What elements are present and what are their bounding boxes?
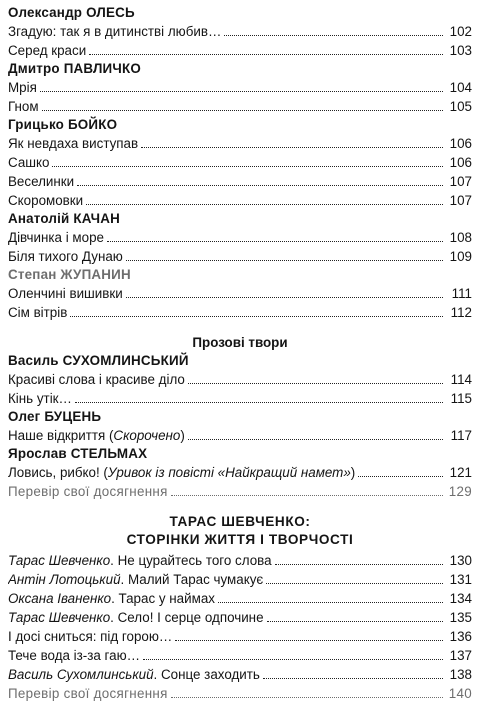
- dot-leader: [126, 297, 443, 298]
- entry-title-text: Серед краси: [8, 43, 87, 58]
- entry-title: [8, 646, 140, 665]
- toc-entry: [8, 551, 472, 570]
- author-name: Олег БУЦЕНЬ: [8, 409, 102, 424]
- page-number: 129: [448, 484, 472, 499]
- author-name: Василь СУХОМЛИНСЬКИЙ: [8, 353, 189, 368]
- entry-title-italic: Василь Сухомлинський: [8, 667, 154, 682]
- dot-leader: [40, 91, 443, 92]
- toc-entry: [8, 172, 472, 191]
- page-number: 134: [449, 591, 472, 606]
- entry-title-text: Сім вітрів: [8, 305, 68, 320]
- section-heading: Прозові твори: [192, 335, 288, 350]
- entry-title: [8, 97, 39, 116]
- page-number: 104: [449, 80, 472, 95]
- entry-title: [8, 570, 263, 589]
- toc-entry: [8, 22, 472, 41]
- entry-title-text: Сашко: [8, 155, 50, 170]
- toc-entry: [8, 303, 472, 322]
- page-number: 105: [449, 99, 472, 114]
- toc-entry: [8, 41, 472, 60]
- page-number: 109: [449, 249, 472, 264]
- entry-title: [8, 389, 72, 408]
- entry-title-text: Гном: [8, 99, 39, 114]
- entry-title-text: І досі сниться: під горою…: [8, 629, 173, 644]
- toc-entry: [8, 665, 472, 684]
- entry-title-text: Тече вода із-за гаю…: [8, 648, 141, 663]
- page-number: 117: [450, 428, 472, 443]
- entry-title-italic: Тарас Шевченко: [8, 553, 111, 568]
- toc-entry: [8, 389, 472, 408]
- entry-title: [8, 627, 172, 646]
- toc-entry: [8, 284, 472, 303]
- page-number: 103: [449, 43, 472, 58]
- author-name: Грицько БОЙКО: [8, 117, 118, 132]
- dot-leader: [141, 147, 443, 148]
- dot-leader: [275, 564, 443, 565]
- author-name: Ярослав СТЕЛЬМАХ: [8, 446, 148, 461]
- entry-title-text: Наше відкриття (: [8, 428, 114, 443]
- page-number: 115: [450, 391, 472, 406]
- entry-title-text: . Сонце заходить: [153, 667, 260, 682]
- author-name: Дмитро ПАВЛИЧКО: [8, 61, 141, 76]
- toc-entry: [8, 370, 472, 389]
- entry-title-text: Як невдаха виступав: [8, 136, 139, 151]
- entry-title-text: Оленчині вишивки: [8, 286, 123, 301]
- dot-leader: [52, 166, 443, 167]
- page-number: 140: [448, 686, 472, 701]
- entry-title: [8, 589, 215, 608]
- dot-leader: [171, 495, 443, 496]
- entry-title: [8, 482, 168, 501]
- entry-title: [8, 247, 123, 266]
- dot-leader: [175, 640, 443, 641]
- dot-leader: [75, 402, 443, 403]
- page-number: 114: [450, 372, 472, 387]
- entry-title: [8, 426, 185, 445]
- author-name: Степан ЖУПАНИН: [8, 267, 131, 282]
- toc-entry: [8, 570, 472, 589]
- dot-leader: [77, 185, 443, 186]
- toc-entry: [8, 463, 472, 482]
- entry-title-text: . Тарас у наймах: [111, 591, 215, 606]
- entry-title-text: . Село! І серце одпочине: [110, 610, 264, 625]
- toc-entry: [8, 482, 472, 501]
- toc-entry: [8, 228, 472, 247]
- toc-entry: [8, 134, 472, 153]
- spacer: [8, 322, 472, 334]
- entry-title: [8, 665, 260, 684]
- entry-title-text: . Малий Тарас чумакує: [120, 572, 264, 587]
- page-number: 106: [449, 155, 472, 170]
- dot-leader: [263, 678, 443, 679]
- entry-title: [8, 134, 138, 153]
- toc-entry: [8, 627, 472, 646]
- entry-title: [8, 41, 86, 60]
- entry-title: [8, 22, 221, 41]
- entry-title-text: Перевір свої досягнення: [8, 686, 168, 701]
- entry-title: [8, 551, 272, 570]
- entry-title-text: Перевір свої досягнення: [8, 484, 168, 499]
- entry-title-text: . Не цурайтесь того слова: [110, 553, 272, 568]
- toc-entry: [8, 426, 472, 445]
- entry-title: [8, 284, 123, 303]
- dot-leader: [89, 54, 443, 55]
- page-number: 111: [451, 286, 472, 301]
- entry-title-text: Згадую: так я в дитинстві любив…: [8, 24, 222, 39]
- entry-title-text: ): [180, 428, 185, 443]
- entry-title-text: Кінь утік…: [8, 391, 72, 406]
- dot-leader: [266, 583, 443, 584]
- entry-title: [8, 463, 355, 482]
- entry-title: [8, 228, 104, 247]
- page-number: 135: [449, 610, 472, 625]
- page-number: 138: [449, 667, 472, 682]
- dot-leader: [358, 476, 443, 477]
- dot-leader: [188, 439, 443, 440]
- entry-title: [8, 191, 83, 210]
- page-number: 107: [449, 193, 472, 208]
- toc-entry: [8, 247, 472, 266]
- dot-leader: [126, 260, 443, 261]
- author-name: Анатолій КАЧАН: [8, 211, 120, 226]
- toc-entry: [8, 191, 472, 210]
- entry-title: [8, 78, 37, 97]
- toc-entry: [8, 153, 472, 172]
- toc-entry: [8, 608, 472, 627]
- page-number: 131: [449, 572, 472, 587]
- spacer: [8, 501, 472, 513]
- entry-title-text: Скоромовки: [8, 193, 84, 208]
- entry-title: [8, 153, 49, 172]
- page-number: 106: [449, 136, 472, 151]
- entry-title-text: Красиві слова і красиве діло: [8, 372, 185, 387]
- toc-entry: [8, 684, 472, 703]
- entry-title-italic: Оксана Іваненко: [8, 591, 112, 606]
- dot-leader: [171, 697, 443, 698]
- toc-entry: [8, 78, 472, 97]
- dot-leader: [42, 110, 443, 111]
- entry-title-italic: Тарас Шевченко: [8, 610, 111, 625]
- entry-title-italic: Уривок із повісті «Найкращий намет»: [107, 465, 351, 480]
- dot-leader: [86, 204, 443, 205]
- entry-title-italic: Скорочено: [113, 428, 181, 443]
- dot-leader: [70, 316, 443, 317]
- page-number: 108: [449, 230, 472, 245]
- entry-title-text: Мрія: [8, 80, 37, 95]
- toc-entry: [8, 589, 472, 608]
- toc-entry: [8, 97, 472, 116]
- page-number: 121: [449, 465, 472, 480]
- author-name: Олександр ОЛЕСЬ: [8, 5, 135, 20]
- dot-leader: [224, 35, 443, 36]
- entry-title-text: Ловись, рибко! (: [8, 465, 108, 480]
- page-number: 112: [450, 305, 472, 320]
- page-number: 137: [449, 648, 472, 663]
- entry-title-text: Веселинки: [8, 174, 75, 189]
- page-number: 130: [449, 553, 472, 568]
- entry-title: [8, 172, 74, 191]
- dot-leader: [218, 602, 443, 603]
- entry-title: [8, 303, 67, 322]
- section-heading: СТОРІНКИ ЖИТТЯ І ТВОРЧОСТІ: [126, 532, 354, 547]
- entry-title: [8, 684, 168, 703]
- section-heading: ТАРАС ШЕВЧЕНКО:: [169, 514, 311, 529]
- toc-entry: [8, 646, 472, 665]
- entry-title-text: Дівчинка і море: [8, 230, 104, 245]
- page-number: 102: [449, 24, 472, 39]
- entry-title: [8, 370, 185, 389]
- dot-leader: [267, 621, 443, 622]
- entry-title: [8, 608, 264, 627]
- entry-title-italic: Антін Лотоцький: [8, 572, 121, 587]
- dot-leader: [107, 241, 443, 242]
- entry-title-text: Біля тихого Дунаю: [8, 249, 123, 264]
- entry-title-text: ): [350, 465, 356, 480]
- page-number: 107: [449, 174, 472, 189]
- dot-leader: [143, 659, 443, 660]
- page-number: 136: [449, 629, 472, 644]
- dot-leader: [188, 383, 443, 384]
